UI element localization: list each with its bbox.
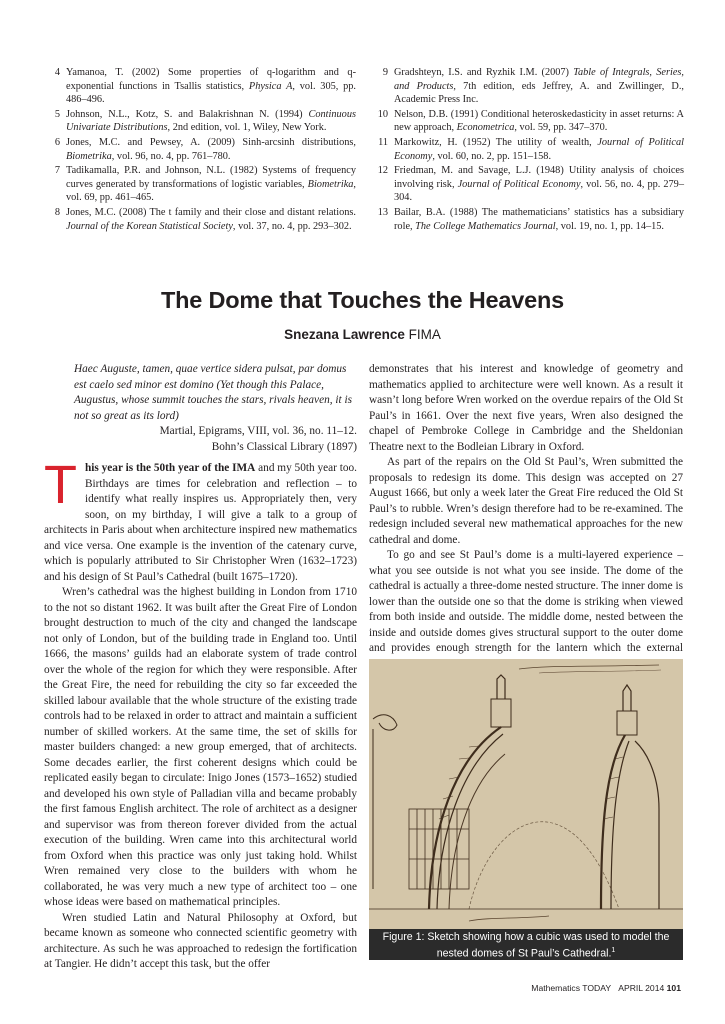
reference-details: , vol. 96, no. 4, pp. 761–780.: [111, 150, 231, 162]
reference-source: Journal of the Korean Statistical Society: [66, 220, 233, 232]
dome-sketch-image: [369, 659, 683, 929]
issue-date: APRIL 2014: [618, 983, 665, 993]
body-paragraph: demonstrates that his interest and knowledge of geometry and mathematics applied to architecture were well known. As a result it wasn’t long before Wren worked on the overdue repairs of the Old St Paul’s in 1661. Over the next five years, Wren also designed the chapel of Pembroke College in Cambridge and the Sheldonian Theatre next to the Bodleian Library in Oxford.: [369, 363, 683, 453]
body-paragraph: Wren’s cathedral was the highest building in London from 1710 to the not so distant 1962. It was built after the Great Fire of London brought destruction to much of the city and changed the landscape not only of London, but of the building trade in England too. Until 1666, the masons’ guilds had an elaborate system of trade control over the whole of the region for which they were responsible. After the Great Fire, the need for rebuilding the city so far exceeded the skilled labour available that the whole structure of the existing trade controls had to be relaxed in order to attract and maintain a sufficient number of skilled workers. At the same time, the set of skills for master builders changed: a new group emerged, that of architects. Some decades earlier, the first coherent designs which could be replicated easily began to circulate: Inigo Jones (1573–1652) studied and developed his own style of Palladian villa and became probably the first famous English architect. The role of architect as a designer and supervisor was from thereon forever divided from the actual execution of the building. Wren came into this architectural world from Oxford when this practice was only just taking hold. Whilst Wren remained very close to the builders with whom he collaborated, he was very much a new type of architect too – one whose ideas were based on mathematical principles.: [44, 586, 357, 908]
reference-item: [44, 136, 356, 163]
reference-number: 4: [54, 67, 60, 78]
reference-source: Continuous Univariate Distributions: [66, 108, 356, 134]
author-name: Snezana Lawrence: [284, 327, 405, 342]
reference-details: , vol. 56, no. 4, pp. 279–304.: [394, 178, 684, 204]
reference-text: Tadikamalla, P.R. and Johnson, N.L. (1982) Systems of frequency curves generated by transformations of logistic variables,: [66, 165, 356, 190]
figure-caption-text: Figure 1: Sketch showing how a cubic was used to model the nested domes of St Paul’s Cathedral.: [382, 931, 670, 960]
lead-paragraph: [44, 455, 358, 585]
reference-details: , vol. 69, pp. 461–465.: [66, 178, 356, 204]
reference-number: 9: [382, 67, 388, 78]
body-paragraph: As part of the repairs on the Old St Paul’s, Wren submitted the proposals to redesign its dome. This design was accepted on 27 August 1666, but only a week later the Great Fire reduced the Old St Paul’s to rubble. Wren’s design therefore had to be re-examined. The redesign included several new mathematical approaches for the new cathedral and dome.: [369, 456, 683, 546]
reference-number: 8: [54, 206, 60, 218]
epigraph-source-line: Martial, Epigrams, VIII, vol. 36, no. 11–12.: [159, 425, 357, 437]
reference-source: Biometrika: [66, 150, 112, 162]
reference-source: The College Mathematics Journal: [415, 220, 556, 232]
reference-item: [372, 164, 684, 205]
body-column-right: [369, 362, 683, 672]
reference-details: , vol. 37, no. 4, pp. 293–302.: [232, 220, 352, 232]
reference-number: 7: [54, 165, 60, 177]
reference-number: 13: [377, 206, 388, 218]
lead-text: and my 50th year too. Birthdays are times for celebration and reflection – to identify what really inspires us. Appropriately then, very soon, on my birthday, I will give a talk to a group of architects in Paris about when architecture inspired new mathematics and vice versa. One example is the invention of the catenary curve, which is popularly attributed to Sir Christopher Wren (1632–1723) and his design of St Paul’s Cathedral (built 1675–1720).: [44, 462, 358, 583]
reference-number: 10: [377, 108, 388, 120]
references-right: [372, 66, 684, 234]
reference-item: [44, 206, 356, 233]
reference-details: , 2nd edition, vol. 1, Wiley, New York.: [167, 122, 327, 134]
reference-item: [372, 206, 684, 233]
reference-item: [372, 136, 684, 163]
reference-source: Econometrica: [456, 122, 515, 134]
article-title: The Dome that Touches the Heavens: [161, 287, 564, 313]
reference-details: , vol. 19, no. 1, pp. 14–15.: [555, 220, 664, 232]
reference-details: , vol. 60, no. 2, pp. 151–158.: [432, 150, 552, 162]
reference-source: Journal of Political Economy: [457, 178, 581, 190]
references-left: [44, 66, 356, 234]
reference-text: Johnson, N.L., Kotz, S. and Balakrishnan N. (1994): [66, 108, 309, 120]
reference-text: Markowitz, H. (1952) The utility of wealth,: [394, 136, 598, 148]
reference-number: 5: [54, 108, 60, 120]
lead-bold-text: his year is the 50th year of the IMA: [85, 462, 256, 474]
figure-caption: [369, 929, 683, 960]
magazine-name: Mathematics TODAY: [531, 983, 612, 993]
reference-item: [372, 108, 684, 135]
reference-source: Journal of Political Economy: [394, 136, 684, 162]
figure-caption-footnote: 1: [611, 947, 616, 954]
reference-number: 12: [377, 165, 388, 177]
reference-source: Table of Integrals, Series, and Products: [394, 67, 684, 92]
reference-item: [372, 66, 684, 107]
reference-number: 11: [378, 136, 388, 148]
body-paragraph: To go and see St Paul’s dome is a multi-layered experience – what you see outside is not what you see inside. The dome of the cathedral is actually a three-dome nested structure. The inner dome is lower than the outside one so that the dome is striking when viewed from both inside and outside. The middle dome, nested between the inside and outside domes gives structural support to the outer dome and provides enough strength for the lantern which the external: [369, 549, 683, 654]
page-footer: [531, 983, 681, 993]
body-column-left: [44, 362, 357, 973]
reference-text: Friedman, M. and Savage, L.J. (1948) Utility analysis of choices involving risk,: [394, 165, 684, 190]
article-author: [0, 327, 725, 342]
figure: [369, 659, 683, 959]
reference-item: [44, 108, 356, 135]
reference-source: Physica A: [248, 80, 293, 92]
epigraph-source-line: Bohn’s Classical Library (1897): [211, 440, 357, 453]
dome-sketch-drawing: [369, 659, 683, 929]
reference-text: Jones, M.C. (2008) The t family and their close and distant relations.: [66, 206, 356, 218]
drop-cap: T: [44, 455, 77, 515]
reference-text: Bailar, B.A. (1988) The mathematicians’ statistics has a subsidiary role,: [394, 206, 684, 232]
epigraph-citation: [44, 424, 357, 455]
reference-number: 6: [54, 136, 60, 148]
reference-source: Biometrika: [307, 178, 354, 190]
reference-item: [44, 164, 356, 205]
reference-details: , vol. 305, pp. 486–496.: [66, 80, 356, 106]
reference-text: Jones, M.C. and Pewsey, A. (2009) Sinh-arcsinh distributions,: [66, 136, 356, 148]
author-suffix: FIMA: [404, 327, 441, 342]
reference-item: [44, 66, 356, 107]
reference-text: Yamanoa, T. (2002) Some properties of q-logarithm and q-exponential functions in Tsallis statistics,: [66, 67, 356, 92]
reference-text: Nelson, D.B. (1991) Conditional heteroskedasticity in asset returns: A new approach,: [394, 108, 684, 134]
reference-text: Gradshteyn, I.S. and Ryzhik I.M. (2007): [394, 67, 574, 78]
reference-details: , 7th edition, eds Jeffrey, A. and Zwillinger, D., Academic Press Inc.: [394, 80, 684, 106]
body-paragraph: Wren studied Latin and Natural Philosophy at Oxford, but became known as someone who connected scientific geometry with architecture. As such he was approached to redesign the fortification at Tangier. He didn’t accept this task, but the offer: [44, 911, 357, 970]
reference-details: , vol. 59, pp. 347–370.: [514, 122, 608, 134]
page-number: 101: [666, 983, 681, 993]
epigraph: Haec Auguste, tamen, quae vertice sidera pulsat, par domus est caelo sed minor est domino (Yet though this Palace, Augustus, whose summit touches the stars, rivals heaven, it is not so great as its lord): [74, 363, 353, 422]
